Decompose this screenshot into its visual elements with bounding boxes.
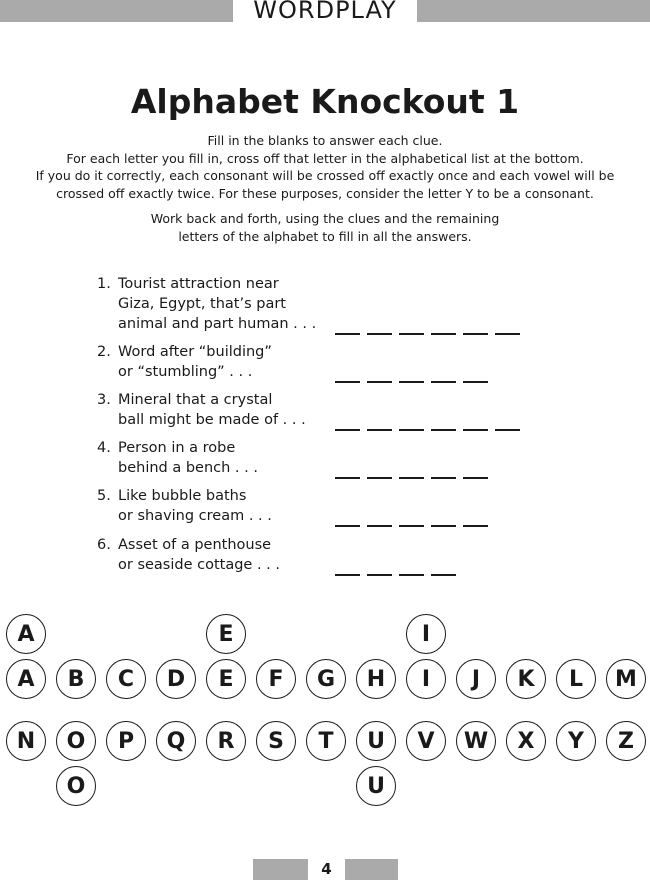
answer-blank[interactable] (335, 333, 360, 335)
instruction-line: Work back and forth, using the clues and the remaining (150, 211, 500, 226)
answer-blank[interactable] (431, 477, 456, 479)
clue-number: 6. (97, 537, 111, 553)
clue-text: behind a bench . . . (118, 460, 258, 476)
letter-circle-g[interactable]: G (306, 659, 346, 699)
page-number: 4 (321, 860, 332, 878)
letter-circle-m[interactable]: M (606, 659, 646, 699)
letter-circle-h[interactable]: H (356, 659, 396, 699)
extra-letter-circle-i[interactable]: I (406, 614, 446, 654)
answer-blank[interactable] (335, 574, 360, 576)
letter-circle-e[interactable]: E (206, 659, 246, 699)
instructions (0, 132, 650, 202)
clue-text: animal and part human . . . (118, 316, 317, 332)
clue-first-line (97, 274, 316, 294)
clue-1 (97, 274, 316, 334)
instruction-line: Fill in the blanks to answer each clue. (207, 133, 443, 148)
answer-blank[interactable] (335, 477, 360, 479)
clue-first-line (97, 486, 272, 506)
answer-blank[interactable] (367, 525, 392, 527)
clue-6 (97, 535, 280, 575)
clue-number: 2. (97, 344, 111, 360)
clue-first-line (97, 438, 258, 458)
footer-bar-right (345, 859, 398, 880)
answer-blank[interactable] (431, 574, 456, 576)
letter-circle-x[interactable]: X (506, 721, 546, 761)
clue-number: 4. (97, 440, 111, 456)
clue-text: ball might be made of . . . (118, 412, 306, 428)
answer-blanks[interactable] (335, 429, 520, 431)
letter-circle-y[interactable]: Y (556, 721, 596, 761)
clue-text: Tourist attraction near (118, 276, 279, 292)
answer-blank[interactable] (335, 381, 360, 383)
letter-circle-v[interactable]: V (406, 721, 446, 761)
clue-number: 5. (97, 488, 111, 504)
answer-blank[interactable] (495, 429, 520, 431)
clue-text: Word after “building” (118, 344, 272, 360)
answer-blank[interactable] (367, 381, 392, 383)
clue-number: 3. (97, 392, 111, 408)
answer-blanks[interactable] (335, 574, 456, 576)
letter-circle-u[interactable]: U (356, 721, 396, 761)
answer-blanks[interactable] (335, 477, 488, 479)
answer-blank[interactable] (367, 429, 392, 431)
clue-4 (97, 438, 258, 478)
puzzle-title: Alphabet Knockout 1 (130, 82, 520, 121)
clue-text: Like bubble baths (118, 488, 247, 504)
answer-blank[interactable] (431, 429, 456, 431)
letter-circle-p[interactable]: P (106, 721, 146, 761)
header-bar-left (0, 0, 233, 22)
extra-letter-circle-a[interactable]: A (6, 614, 46, 654)
letter-circle-c[interactable]: C (106, 659, 146, 699)
letter-circle-f[interactable]: F (256, 659, 296, 699)
answer-blank[interactable] (463, 333, 488, 335)
clue-2 (97, 342, 272, 382)
answer-blank[interactable] (399, 381, 424, 383)
instruction-line: crossed off exactly twice. For these purposes, consider the letter Y to be a consonant. (56, 185, 594, 201)
letter-circle-o[interactable]: O (56, 721, 96, 761)
answer-blanks[interactable] (335, 381, 488, 383)
letter-circle-a[interactable]: A (6, 659, 46, 699)
answer-blank[interactable] (463, 429, 488, 431)
extra-letter-circle-o[interactable]: O (56, 766, 96, 806)
instruction-line: For each letter you fill in, cross off that letter in the alphabetical list at the bottom. (66, 150, 584, 166)
answer-blank[interactable] (399, 477, 424, 479)
header-bar-right (417, 0, 650, 22)
answer-blank[interactable] (495, 333, 520, 335)
letter-circle-j[interactable]: J (456, 659, 496, 699)
letter-circle-k[interactable]: K (506, 659, 546, 699)
clue-number: 1. (97, 276, 111, 292)
extra-letter-circle-e[interactable]: E (206, 614, 246, 654)
answer-blank[interactable] (335, 429, 360, 431)
answer-blank[interactable] (335, 525, 360, 527)
letter-circle-s[interactable]: S (256, 721, 296, 761)
clue-3 (97, 390, 306, 430)
answer-blank[interactable] (463, 525, 488, 527)
clue-text: Mineral that a crystal (118, 392, 273, 408)
clue-text: or shaving cream . . . (118, 508, 272, 524)
answer-blank[interactable] (367, 477, 392, 479)
clue-text: Asset of a penthouse (118, 537, 272, 553)
answer-blanks[interactable] (335, 333, 520, 335)
answer-blank[interactable] (399, 333, 424, 335)
instruction-line: If you do it correctly, each consonant will be crossed off exactly once and each vowel will be (35, 168, 615, 183)
clue-first-line (97, 342, 272, 362)
answer-blank[interactable] (431, 333, 456, 335)
answer-blank[interactable] (431, 381, 456, 383)
clue-text: or “stumbling” . . . (118, 364, 253, 380)
letter-circle-d[interactable]: D (156, 659, 196, 699)
footer-bar-left (253, 859, 308, 880)
answer-blank[interactable] (463, 477, 488, 479)
answer-blank[interactable] (431, 525, 456, 527)
letter-circle-n[interactable]: N (6, 721, 46, 761)
clue-first-line (97, 535, 280, 555)
letter-circle-w[interactable]: W (456, 721, 496, 761)
answer-blank[interactable] (463, 381, 488, 383)
answer-blanks[interactable] (335, 525, 488, 527)
letter-circle-t[interactable]: T (306, 721, 346, 761)
answer-blank[interactable] (399, 574, 424, 576)
answer-blank[interactable] (367, 574, 392, 576)
letter-circle-b[interactable]: B (56, 659, 96, 699)
clue-5 (97, 486, 272, 526)
clue-first-line (97, 390, 306, 410)
instructions-secondary (0, 210, 650, 245)
letter-circle-r[interactable]: R (206, 721, 246, 761)
section-label: WORDPLAY (253, 0, 397, 24)
letter-circle-z[interactable]: Z (606, 721, 646, 761)
extra-letter-circle-u[interactable]: U (356, 766, 396, 806)
letter-circle-l[interactable]: L (556, 659, 596, 699)
letter-circle-i[interactable]: I (406, 659, 446, 699)
answer-blank[interactable] (399, 429, 424, 431)
clue-text: or seaside cottage . . . (118, 557, 280, 573)
clue-text: Giza, Egypt, that’s part (118, 296, 286, 312)
letter-circle-q[interactable]: Q (156, 721, 196, 761)
answer-blank[interactable] (367, 333, 392, 335)
answer-blank[interactable] (399, 525, 424, 527)
instruction-line: letters of the alphabet to fill in all the answers. (178, 228, 472, 244)
clue-text: Person in a robe (118, 440, 236, 456)
